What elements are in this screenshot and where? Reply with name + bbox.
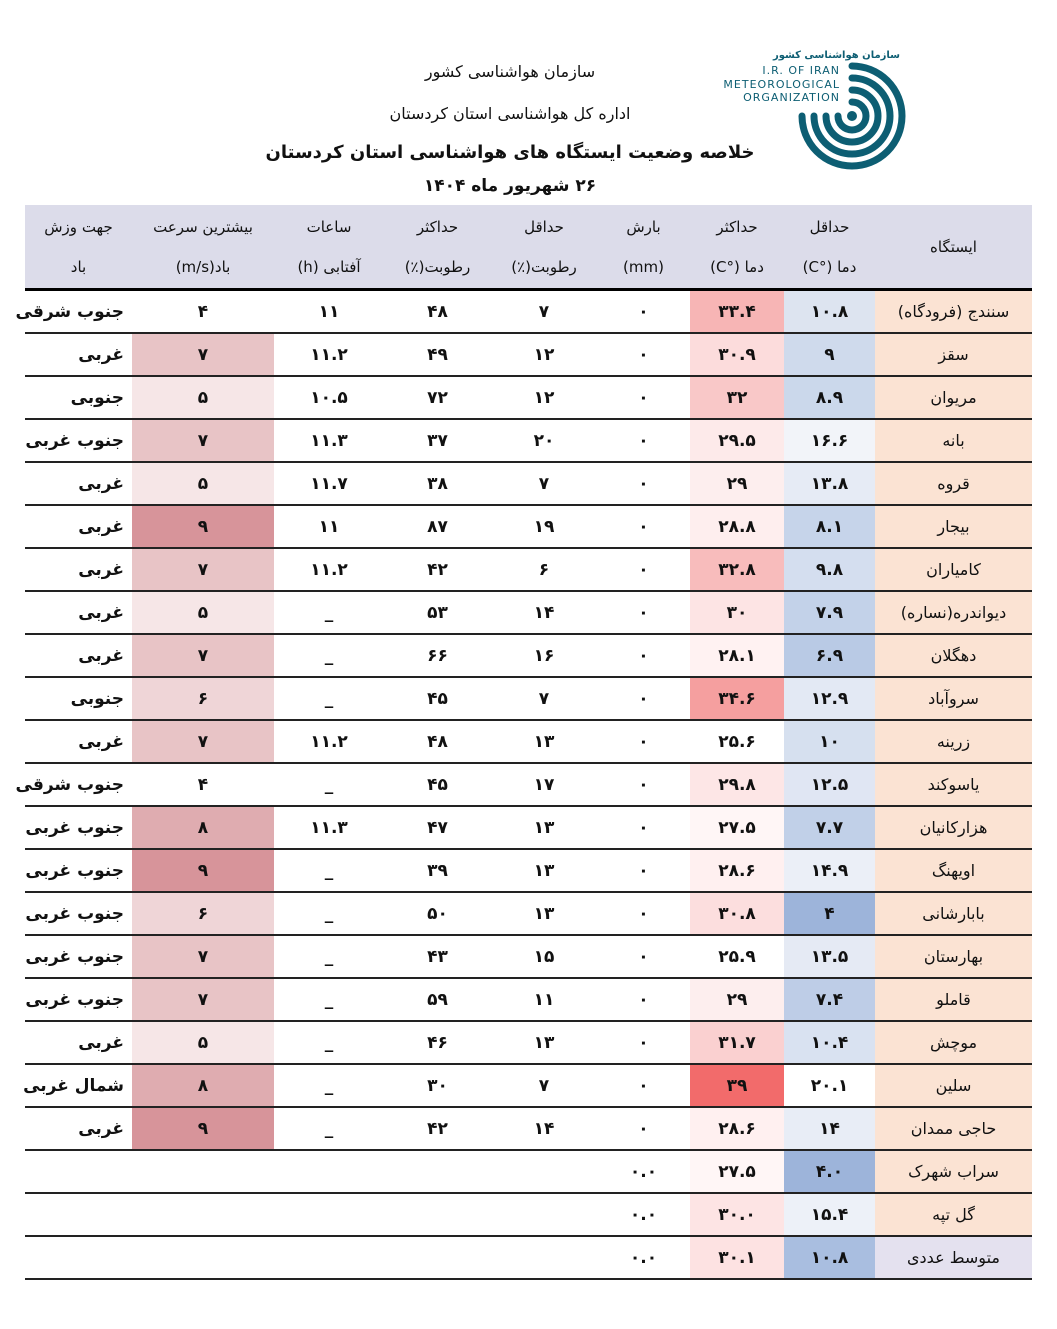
report-date: ۲۶ شهریور ماه ۱۴۰۴ <box>423 176 597 196</box>
max-wind-speed: ۷ <box>132 720 274 763</box>
max-humidity: ۴۲ <box>384 548 491 591</box>
sunshine-hours: _ <box>274 935 384 978</box>
sunshine-hours: ۱۱.۲ <box>274 548 384 591</box>
max-wind-speed: ۹ <box>132 849 274 892</box>
table-row <box>25 1107 1032 1150</box>
max-temp: ۲۷.۵ <box>690 806 784 849</box>
min-humidity: ۱۲ <box>491 333 597 376</box>
table-row <box>25 1193 1032 1236</box>
max-temp: ۲۷.۵ <box>690 1150 784 1193</box>
precipitation: ۰ <box>597 290 690 334</box>
precipitation: ۰ <box>597 634 690 677</box>
max-temp: ۳۳.۴ <box>690 290 784 334</box>
precipitation: ۰.۰ <box>597 1193 690 1236</box>
max-humidity: ۴۸ <box>384 290 491 334</box>
max-wind-speed: ۹ <box>132 1107 274 1150</box>
empty-cells <box>25 1193 597 1236</box>
min-humidity: ۱۲ <box>491 376 597 419</box>
max-temp: ۳۰.۹ <box>690 333 784 376</box>
max-temp: ۲۹ <box>690 462 784 505</box>
min-humidity: ۷ <box>491 677 597 720</box>
min-humidity: ۱۹ <box>491 505 597 548</box>
min-temp: ۲۰.۱ <box>784 1064 875 1107</box>
average-label: متوسط عددی <box>875 1236 1032 1279</box>
office-name: اداره کل هواشناسی استان کردستان <box>389 104 631 123</box>
max-wind-speed: ۵ <box>132 1021 274 1064</box>
max-humidity: ۴۹ <box>384 333 491 376</box>
precipitation: ۰ <box>597 591 690 634</box>
max-humidity: ۳۷ <box>384 419 491 462</box>
station-name: اویهنگ <box>875 849 1032 892</box>
min-humidity: ۱۱ <box>491 978 597 1021</box>
logo-english-line-2: METEOROLOGICAL <box>723 78 840 91</box>
max-wind-speed: ۷ <box>132 333 274 376</box>
max-wind-speed: ۸ <box>132 1064 274 1107</box>
max-temp: ۲۵.۹ <box>690 935 784 978</box>
min-temp: ۱۰ <box>784 720 875 763</box>
max-humidity: ۳۸ <box>384 462 491 505</box>
min-temp: ۸.۹ <box>784 376 875 419</box>
max-wind-speed: ۴ <box>132 290 274 334</box>
wind-direction: جنوب شرقی <box>25 763 132 806</box>
min-temp: ۴.۰ <box>784 1150 875 1193</box>
header-wind-direction <box>25 205 132 290</box>
station-name: سقز <box>875 333 1032 376</box>
logo-emblem-icon <box>790 54 914 178</box>
station-name: بانه <box>875 419 1032 462</box>
min-temp: ۷.۹ <box>784 591 875 634</box>
sunshine-hours: _ <box>274 978 384 1021</box>
header-max-temp <box>690 205 784 290</box>
max-humidity: ۳۰ <box>384 1064 491 1107</box>
wind-direction: جنوب غربی <box>25 806 132 849</box>
sunshine-hours: ۱۱.۲ <box>274 333 384 376</box>
wind-direction: غربی <box>25 1107 132 1150</box>
sunshine-hours: _ <box>274 849 384 892</box>
sunshine-hours: ۱۱ <box>274 290 384 334</box>
stations-table <box>15 205 1032 1280</box>
header-line-1: جهت وزش <box>44 217 113 236</box>
min-temp: ۹ <box>784 333 875 376</box>
table-row <box>25 1150 1032 1193</box>
table-row <box>25 978 1032 1021</box>
max-humidity: ۴۵ <box>384 763 491 806</box>
max-humidity: ۴۸ <box>384 720 491 763</box>
sunshine-hours: _ <box>274 1021 384 1064</box>
average-min-temp: ۱۰.۸ <box>784 1236 875 1279</box>
max-humidity: ۵۰ <box>384 892 491 935</box>
org-name: سازمان هواشناسی کشور <box>424 62 596 81</box>
min-temp: ۶.۹ <box>784 634 875 677</box>
wind-direction: غربی <box>25 462 132 505</box>
max-humidity: ۶۶ <box>384 634 491 677</box>
wind-direction: جنوبی <box>25 677 132 720</box>
header-line-2: باد <box>70 257 87 276</box>
table-row <box>25 376 1032 419</box>
wind-direction: غربی <box>25 1021 132 1064</box>
precipitation: ۰ <box>597 548 690 591</box>
station-name: قاملو <box>875 978 1032 1021</box>
min-humidity: ۱۳ <box>491 849 597 892</box>
header-line-1: ایستگاه <box>930 237 977 256</box>
table-row <box>25 1021 1032 1064</box>
station-name: قروه <box>875 462 1032 505</box>
precipitation: ۰ <box>597 505 690 548</box>
min-temp: ۱۰.۴ <box>784 1021 875 1064</box>
max-humidity: ۵۹ <box>384 978 491 1021</box>
station-name: هزارکانیان <box>875 806 1032 849</box>
table-row <box>25 591 1032 634</box>
sunshine-hours: ۱۱ <box>274 505 384 548</box>
sunshine-hours: ۱۱.۳ <box>274 806 384 849</box>
sunshine-hours: _ <box>274 892 384 935</box>
max-wind-speed: ۶ <box>132 892 274 935</box>
report-header <box>0 0 1057 205</box>
header-line-1: حداقل <box>524 217 564 236</box>
header-line-2: دما (°C) <box>710 257 764 276</box>
header-max-humidity <box>384 205 491 290</box>
station-name: سراب شهرک <box>875 1150 1032 1193</box>
max-temp: ۳۲.۸ <box>690 548 784 591</box>
sunshine-hours: _ <box>274 591 384 634</box>
min-temp: ۷.۷ <box>784 806 875 849</box>
min-humidity: ۱۳ <box>491 1021 597 1064</box>
max-temp: ۲۸.۶ <box>690 849 784 892</box>
max-temp: ۲۹ <box>690 978 784 1021</box>
header-line-1: حداکثر <box>716 217 758 236</box>
min-humidity: ۷ <box>491 1064 597 1107</box>
station-name: دهگلان <box>875 634 1032 677</box>
header-line-2: رطوبت(٪) <box>511 257 577 276</box>
min-temp: ۱۲.۵ <box>784 763 875 806</box>
min-humidity: ۱۶ <box>491 634 597 677</box>
wind-direction: جنوب غربی <box>25 935 132 978</box>
max-humidity: ۴۵ <box>384 677 491 720</box>
empty-cells <box>25 1150 597 1193</box>
header-line-2: آفتابی (h) <box>297 257 361 276</box>
station-name: موچش <box>875 1021 1032 1064</box>
header-sunshine-hours <box>274 205 384 290</box>
header-line-1: بیشترین سرعت <box>153 217 253 236</box>
table-row <box>25 1064 1032 1107</box>
wind-direction: جنوبی <box>25 376 132 419</box>
precipitation: ۰ <box>597 806 690 849</box>
station-name: بیجار <box>875 505 1032 548</box>
table-row <box>25 677 1032 720</box>
table-row <box>25 892 1032 935</box>
wind-direction: جنوب شرقی <box>25 290 132 334</box>
table-row <box>25 849 1032 892</box>
wind-direction: غربی <box>25 548 132 591</box>
max-wind-speed: ۹ <box>132 505 274 548</box>
table-row <box>25 806 1032 849</box>
header-max-wind-speed <box>132 205 274 290</box>
precipitation: ۰ <box>597 677 690 720</box>
min-temp: ۹.۸ <box>784 548 875 591</box>
sunshine-hours: ۱۱.۳ <box>274 419 384 462</box>
max-wind-speed: ۸ <box>132 806 274 849</box>
min-temp: ۱۳.۵ <box>784 935 875 978</box>
wind-direction: جنوب غربی <box>25 892 132 935</box>
wind-direction: جنوب غربی <box>25 978 132 1021</box>
logo-english-line-1: I.R. OF IRAN <box>762 64 840 77</box>
precipitation: ۰ <box>597 763 690 806</box>
wind-direction: شمال غربی <box>25 1064 132 1107</box>
max-temp: ۳۰.۸ <box>690 892 784 935</box>
table-row <box>25 548 1032 591</box>
max-temp: ۲۹.۵ <box>690 419 784 462</box>
max-humidity: ۴۷ <box>384 806 491 849</box>
min-temp: ۱۰.۸ <box>784 290 875 334</box>
header-station <box>875 205 1032 290</box>
max-wind-speed: ۷ <box>132 548 274 591</box>
min-humidity: ۱۳ <box>491 720 597 763</box>
table-header-row <box>25 205 1032 290</box>
header-line-2: دما (°C) <box>802 257 857 276</box>
min-humidity: ۱۴ <box>491 591 597 634</box>
precipitation: ۰ <box>597 849 690 892</box>
max-wind-speed: ۶ <box>132 677 274 720</box>
max-humidity: ۷۲ <box>384 376 491 419</box>
min-temp: ۱۵.۴ <box>784 1193 875 1236</box>
max-wind-speed: ۷ <box>132 935 274 978</box>
max-humidity: ۴۳ <box>384 935 491 978</box>
min-humidity: ۷ <box>491 290 597 334</box>
precipitation: ۰ <box>597 376 690 419</box>
min-humidity: ۷ <box>491 462 597 505</box>
table-row <box>25 462 1032 505</box>
max-temp: ۲۹.۸ <box>690 763 784 806</box>
precipitation: ۰ <box>597 892 690 935</box>
max-temp: ۲۸.۱ <box>690 634 784 677</box>
min-temp: ۱۴ <box>784 1107 875 1150</box>
min-temp: ۱۶.۶ <box>784 419 875 462</box>
wind-direction: غربی <box>25 333 132 376</box>
empty-cells <box>25 1236 597 1279</box>
header-line-1: حداقل <box>809 217 850 236</box>
max-temp: ۲۸.۸ <box>690 505 784 548</box>
max-humidity: ۸۷ <box>384 505 491 548</box>
station-name: زرینه <box>875 720 1032 763</box>
max-wind-speed: ۵ <box>132 591 274 634</box>
sunshine-hours: _ <box>274 1064 384 1107</box>
min-humidity: ۱۷ <box>491 763 597 806</box>
min-humidity: ۶ <box>491 548 597 591</box>
logo-persian-text: سازمان هواشناسی کشور <box>772 50 900 61</box>
min-humidity: ۱۴ <box>491 1107 597 1150</box>
min-humidity: ۱۳ <box>491 806 597 849</box>
header-min-humidity <box>491 205 597 290</box>
wind-direction: غربی <box>25 634 132 677</box>
meteorological-organization-logo <box>700 46 914 176</box>
station-name: دیواندره(نساره) <box>875 591 1032 634</box>
wind-direction: جنوب غربی <box>25 419 132 462</box>
wind-direction: غربی <box>25 591 132 634</box>
average-max-temp: ۳۰.۱ <box>690 1236 784 1279</box>
precipitation: ۰.۰ <box>597 1150 690 1193</box>
max-temp: ۲۵.۶ <box>690 720 784 763</box>
station-name: سروآباد <box>875 677 1032 720</box>
station-name: حاجی ممدان <box>875 1107 1032 1150</box>
min-temp: ۱۳.۸ <box>784 462 875 505</box>
precipitation: ۰ <box>597 1021 690 1064</box>
min-temp: ۷.۴ <box>784 978 875 1021</box>
min-temp: ۱۴.۹ <box>784 849 875 892</box>
precipitation: ۰ <box>597 978 690 1021</box>
sunshine-hours: _ <box>274 1107 384 1150</box>
station-name: سلین <box>875 1064 1032 1107</box>
station-name: یاسوکند <box>875 763 1032 806</box>
table-body <box>15 290 1032 1280</box>
sunshine-hours: _ <box>274 677 384 720</box>
header-line-2: باد(m/s) <box>175 257 231 276</box>
precipitation: ۰ <box>597 1107 690 1150</box>
max-wind-speed: ۵ <box>132 376 274 419</box>
header-precipitation <box>597 205 690 290</box>
wind-direction: غربی <box>25 720 132 763</box>
max-wind-speed: ۴ <box>132 763 274 806</box>
max-humidity: ۴۲ <box>384 1107 491 1150</box>
precipitation: ۰ <box>597 1064 690 1107</box>
table-row <box>25 763 1032 806</box>
station-name: گل تپه <box>875 1193 1032 1236</box>
station-name: بهارستان <box>875 935 1032 978</box>
max-temp: ۳۰.۰ <box>690 1193 784 1236</box>
max-humidity: ۴۶ <box>384 1021 491 1064</box>
sunshine-hours: ۱۱.۷ <box>274 462 384 505</box>
min-temp: ۱۲.۹ <box>784 677 875 720</box>
table-row <box>25 720 1032 763</box>
max-wind-speed: ۷ <box>132 419 274 462</box>
max-temp: ۳۴.۶ <box>690 677 784 720</box>
sunshine-hours: ۱۰.۵ <box>274 376 384 419</box>
min-temp: ۴ <box>784 892 875 935</box>
max-wind-speed: ۷ <box>132 978 274 1021</box>
wind-direction: غربی <box>25 505 132 548</box>
table-row <box>25 634 1032 677</box>
table-row <box>25 505 1032 548</box>
max-humidity: ۵۳ <box>384 591 491 634</box>
header-line-2: رطوبت(٪) <box>404 257 471 276</box>
sunshine-hours: _ <box>274 763 384 806</box>
max-humidity: ۳۹ <box>384 849 491 892</box>
precipitation: ۰ <box>597 720 690 763</box>
station-name: سنندج (فرودگاه) <box>875 290 1032 334</box>
average-precipitation: ۰.۰ <box>597 1236 690 1279</box>
precipitation: ۰ <box>597 419 690 462</box>
max-wind-speed: ۵ <box>132 462 274 505</box>
min-humidity: ۱۵ <box>491 935 597 978</box>
header-line-1: ساعات <box>306 217 352 236</box>
average-row <box>25 1236 1032 1279</box>
max-temp: ۳۱.۷ <box>690 1021 784 1064</box>
table-row <box>25 290 1032 334</box>
table-row <box>25 333 1032 376</box>
precipitation: ۰ <box>597 462 690 505</box>
max-temp: ۳۲ <box>690 376 784 419</box>
station-name: مریوان <box>875 376 1032 419</box>
logo-english-line-3: ORGANIZATION <box>743 91 840 104</box>
header-line-1: بارش <box>626 217 661 236</box>
table-row <box>25 935 1032 978</box>
report-title: خلاصه وضعیت ایستگاه های هواشناسی استان کردستان <box>265 142 755 163</box>
sunshine-hours: _ <box>274 634 384 677</box>
table-row <box>25 419 1032 462</box>
station-name: بابارشانی <box>875 892 1032 935</box>
header-line-2: (mm) <box>623 257 664 276</box>
min-temp: ۸.۱ <box>784 505 875 548</box>
station-name: کامیاران <box>875 548 1032 591</box>
max-temp: ۲۸.۶ <box>690 1107 784 1150</box>
wind-direction: جنوب غربی <box>25 849 132 892</box>
max-temp: ۳۹ <box>690 1064 784 1107</box>
header-line-1: حداکثر <box>416 217 459 236</box>
max-temp: ۳۰ <box>690 591 784 634</box>
precipitation: ۰ <box>597 935 690 978</box>
min-humidity: ۱۳ <box>491 892 597 935</box>
sunshine-hours: ۱۱.۲ <box>274 720 384 763</box>
header-min-temp <box>784 205 875 290</box>
max-wind-speed: ۷ <box>132 634 274 677</box>
min-humidity: ۲۰ <box>491 419 597 462</box>
precipitation: ۰ <box>597 333 690 376</box>
